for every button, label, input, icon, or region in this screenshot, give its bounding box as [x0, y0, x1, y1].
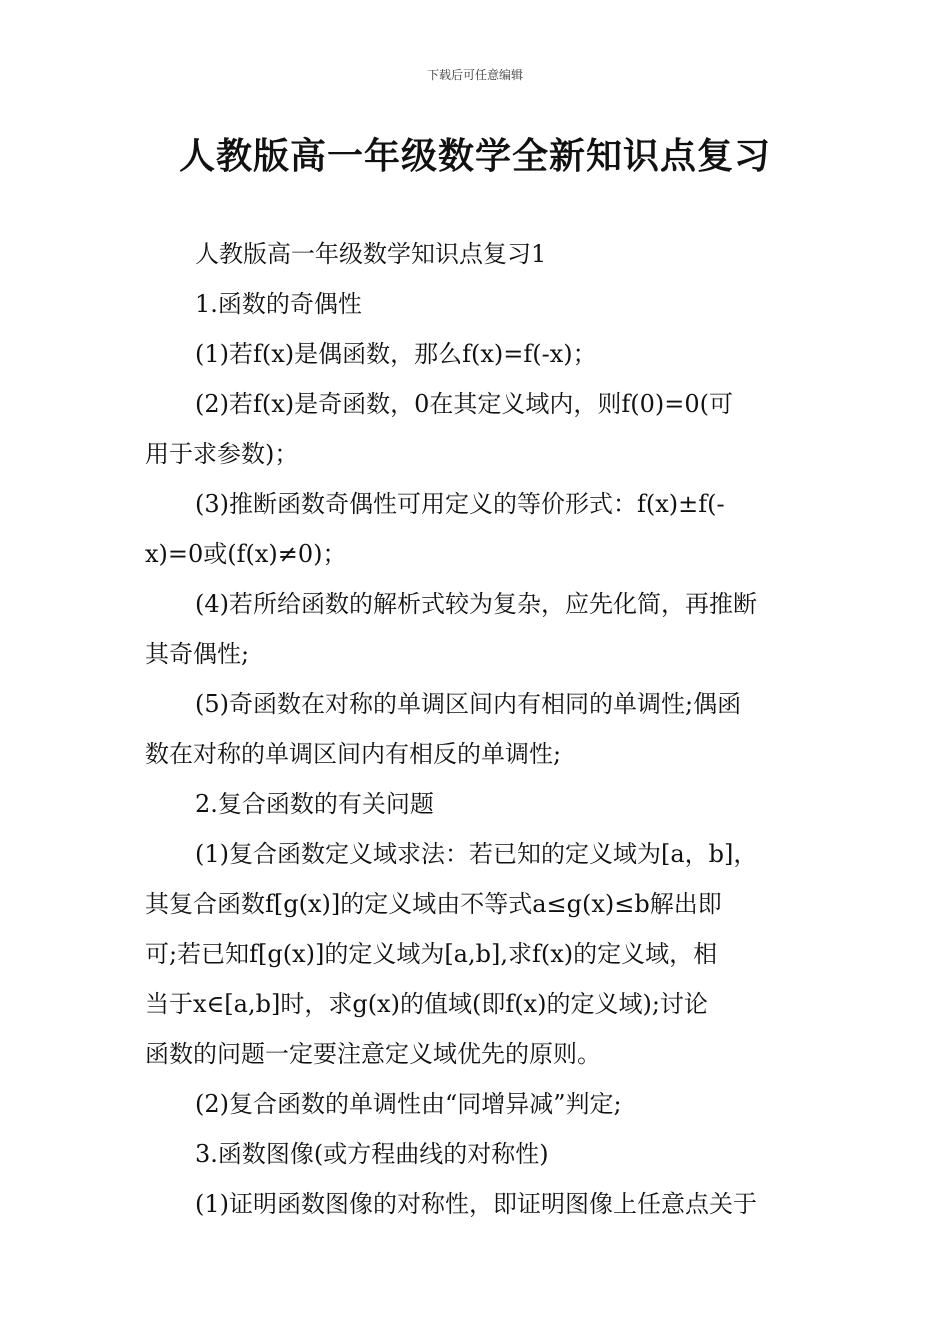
- page-header-note: 下载后可任意编辑: [426, 68, 523, 82]
- body-line: (1)复合函数定义域求法：若已知的定义域为[a，b]，: [195, 840, 758, 868]
- body-line: 人教版高一年级数学知识点复习1: [195, 240, 547, 268]
- body-line: 1.函数的奇偶性: [195, 290, 362, 318]
- body-line: (2)若f(x)是奇函数，0在其定义域内，则f(0)=0(可: [195, 390, 734, 418]
- body-line: (2)复合函数的单调性由“同增异减”判定;: [195, 1090, 622, 1118]
- body-line: (5)奇函数在对称的单调区间内有相同的单调性;偶函: [195, 690, 742, 718]
- body-line: (3)推断函数奇偶性可用定义的等价形式：f(x)±f(-: [195, 490, 725, 518]
- body-line: 2.复合函数的有关问题: [195, 790, 434, 818]
- body-line: 其复合函数f[g(x)]的定义域由不等式a≤g(x)≤b解出即: [145, 890, 722, 918]
- document-title: 人教版高一年级数学全新知识点复习: [178, 136, 771, 177]
- body-line: (4)若所给函数的解析式较为复杂，应先化简，再推断: [195, 590, 757, 618]
- body-line: x)=0或(f(x)≠0)；: [145, 540, 347, 568]
- body-line: (1)证明函数图像的对称性，即证明图像上任意点关于: [195, 1190, 757, 1218]
- body-line: 用于求参数)；: [145, 440, 299, 468]
- body-line: 其奇偶性;: [145, 640, 250, 668]
- body-line: 数在对称的单调区间内有相反的单调性;: [145, 740, 562, 768]
- body-line: 当于x∈[a,b]时，求g(x)的值域(即f(x)的定义域);讨论: [145, 990, 708, 1018]
- body-line: 函数的问题一定要注意定义域优先的原则。: [145, 1040, 601, 1068]
- document-body: [145, 229, 810, 1229]
- body-line: 3.函数图像(或方程曲线的对称性): [195, 1140, 549, 1168]
- body-line: (1)若f(x)是偶函数，那么f(x)=f(-x)；: [195, 340, 597, 368]
- body-line: 可;若已知f[g(x)]的定义域为[a,b],求f(x)的定义域，相: [145, 940, 718, 968]
